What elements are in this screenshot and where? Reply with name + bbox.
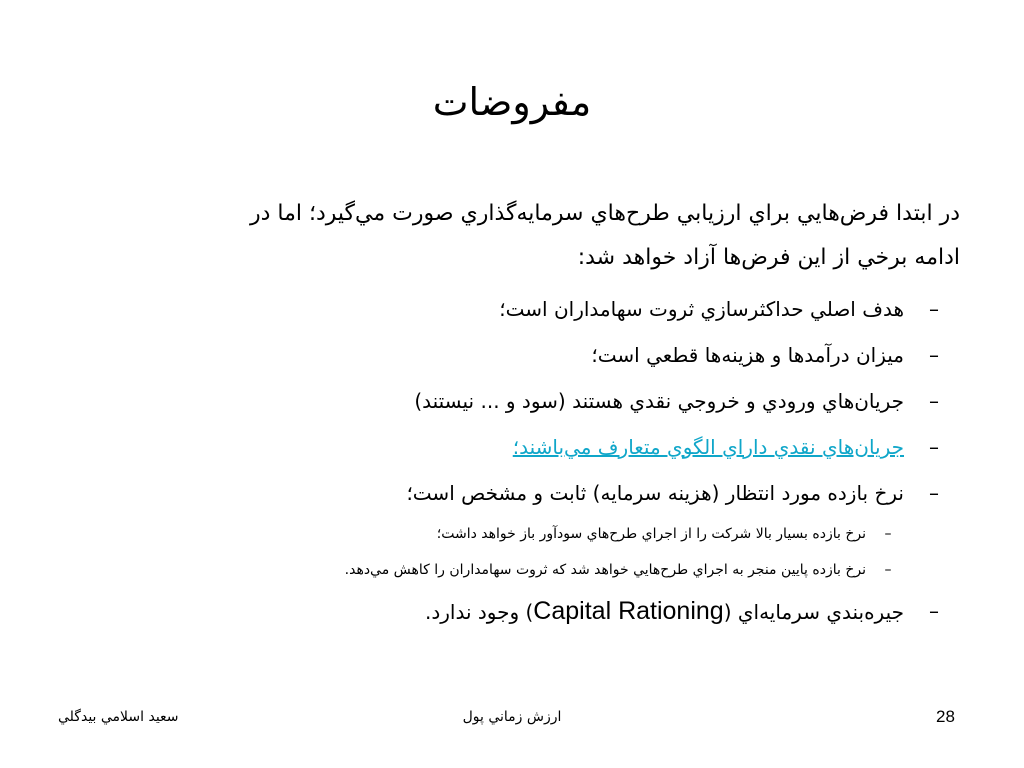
dash-bullet: – (929, 435, 939, 459)
text-after-latin: ) وجود ندارد. (424, 600, 534, 624)
list-item (90, 470, 960, 588)
list-item (90, 286, 960, 332)
assumption-text: ميزان درآمدها و هزينه‌ها قطعي است؛ (591, 343, 904, 367)
list-item (90, 588, 960, 635)
dash-bullet: – (929, 297, 939, 321)
page-number: 28 (936, 707, 955, 726)
sub-item-text: نرخ بازده پايين منجر به اجراي طرح‌هايي خواهد شد كه ثروت سهامداران را كاهش مي‌دهد. (344, 562, 866, 578)
cash-flow-pattern-link[interactable]: جريان‌هاي نقدي داراي الگوي متعارف مي‌باشند؛ (512, 435, 904, 459)
sub-list (90, 516, 904, 588)
latin-term: Capital Rationing (533, 597, 724, 625)
sub-list-item (90, 516, 960, 552)
slide-body (90, 192, 960, 635)
assumption-text: هدف اصلي حداكثرسازي ثروت سهامداران است؛ (499, 297, 904, 321)
text-before-latin: جيره‌بندي سرمايه‌اي ( (723, 600, 904, 624)
sub-list-item (90, 552, 960, 588)
intro-line-1: در ابتدا فرض‌هايي براي ارزيابي طرح‌هاي سرمايه‌گذاري صورت مي‌گيرد؛ اما در (249, 201, 960, 226)
dash-bullet: – (929, 599, 939, 623)
assumption-list (90, 286, 960, 635)
list-item (90, 424, 960, 470)
list-item (90, 378, 960, 424)
intro-paragraph (90, 192, 960, 280)
sub-item-text: نرخ بازده بسيار بالا شركت را از اجراي طرح‌هاي سودآور باز خواهد داشت؛ (436, 526, 866, 542)
dash-bullet: – (929, 389, 939, 413)
dash-bullet: – (929, 481, 939, 505)
assumption-text: جريان‌هاي ورودي و خروجي نقدي هستند (سود و ... نيستند) (414, 389, 904, 413)
intro-line-2: ادامه برخي از اين فرض‌ها آزاد خواهد شد: (577, 245, 960, 270)
assumption-text (424, 597, 904, 625)
footer-author: سعيد اسلامي بيدگلي (58, 709, 179, 725)
list-item (90, 332, 960, 378)
slide-title: مفروضات (432, 80, 592, 124)
dash-bullet: – (929, 343, 939, 367)
dash-bullet: – (884, 526, 892, 542)
dash-bullet: – (884, 562, 892, 578)
assumption-text: نرخ بازده مورد انتظار (هزينه سرمايه) ثابت و مشخص است؛ (406, 481, 904, 505)
footer-course: ارزش زماني پول (462, 709, 562, 725)
